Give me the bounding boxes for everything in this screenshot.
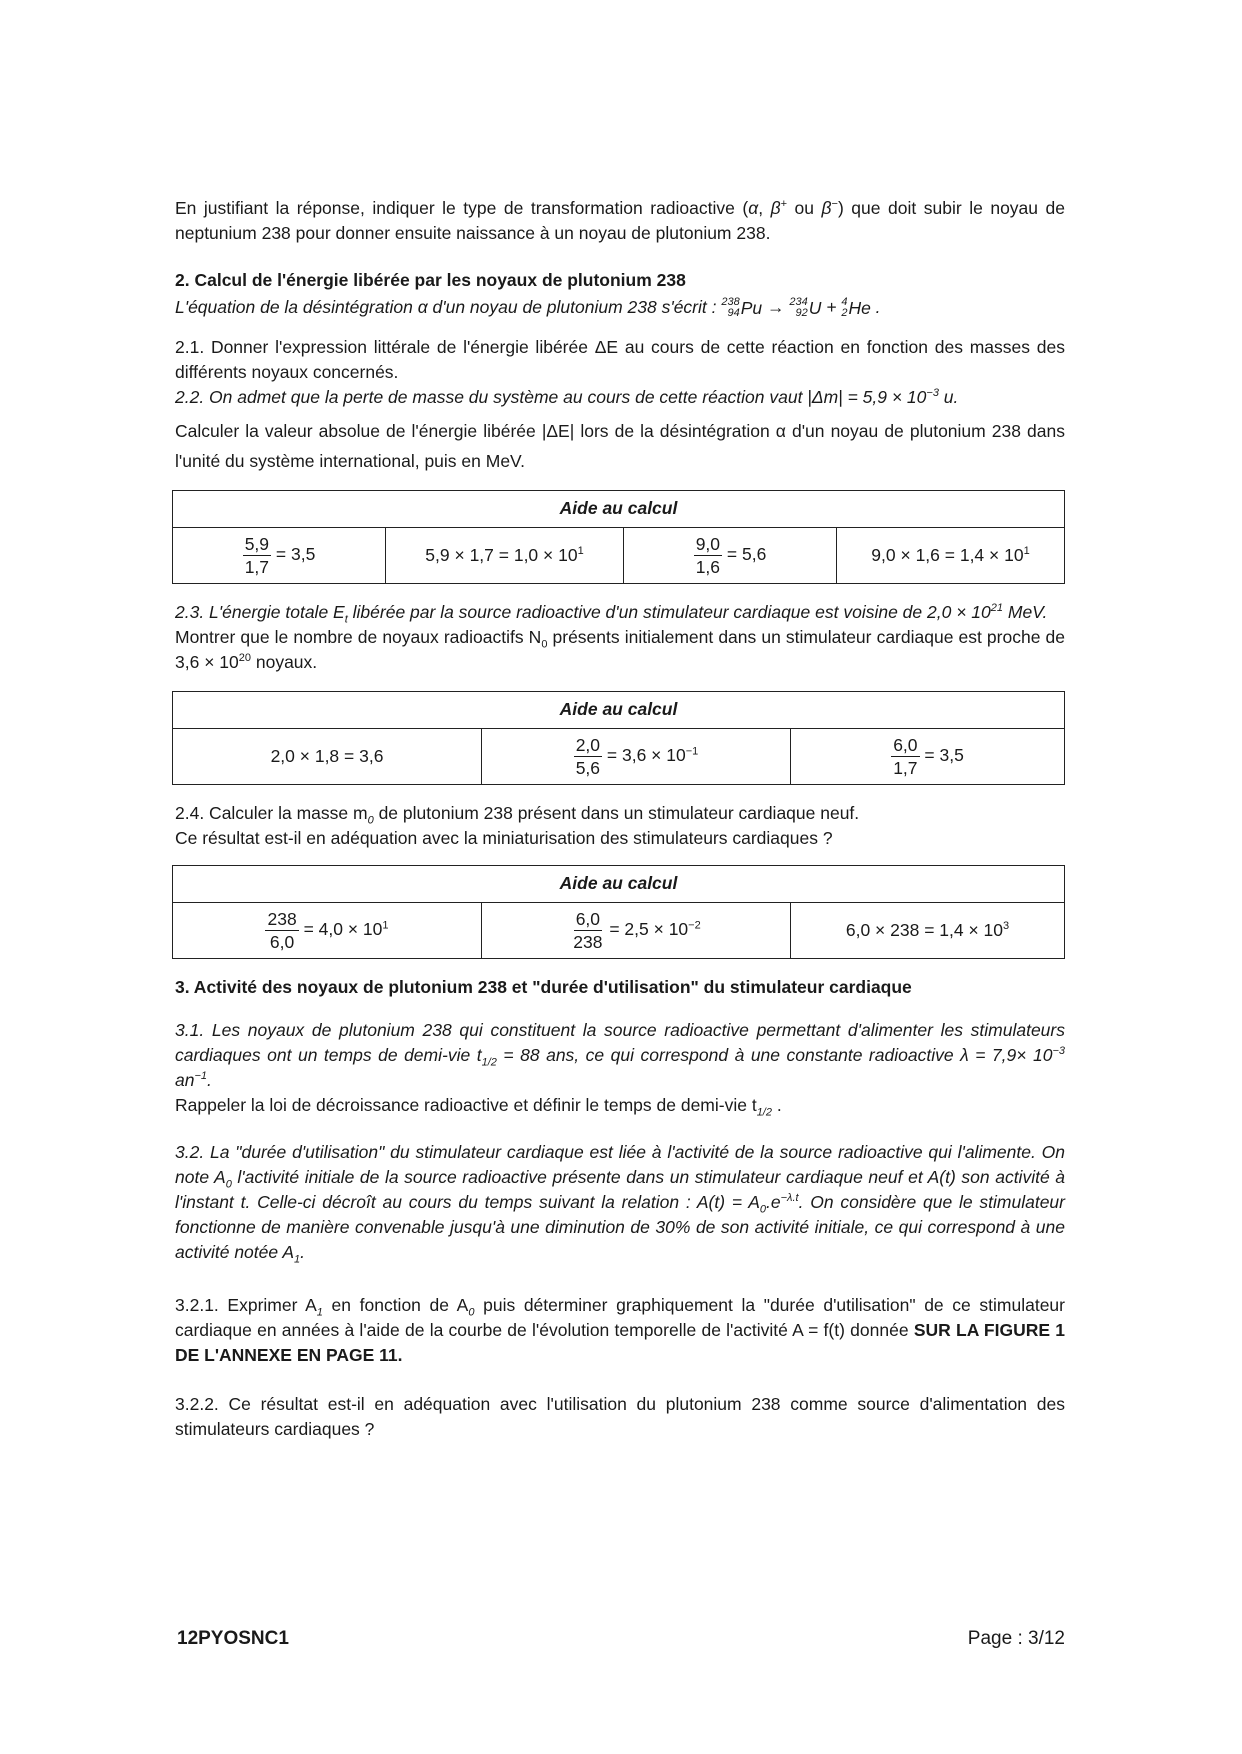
question-3-1-task: Rappeler la loi de décroissance radioactive et définir le temps de demi-vie $t_{1/2}$ . bbox=[175, 1094, 782, 1119]
question-2-4: 2.4. Calculer la masse $m_0$ de plutonium 238 présent dans un stimulateur cardiaque neuf. bbox=[175, 802, 860, 827]
aide-calcul-table-1 bbox=[172, 490, 1065, 584]
question-2-1: 2.1. Donner l'expression littérale de l'énergie libérée ΔE au cours de cette réaction en fonction des masses des différents noyaux concernés. bbox=[175, 336, 1065, 382]
page-number: Page : 3/12 bbox=[967, 1628, 1065, 1649]
table-cell: $\frac{238}{6,0}$ = $4,0 \times 10^1$ bbox=[173, 902, 482, 958]
table-cell: $9,0 \times 1,6 = 1,4 \times 10^1$ bbox=[837, 527, 1065, 583]
question-3-1: 3.1. Les noyaux de plutonium 238 qui constituent la source radioactive permettant d'alimenter les stimulateurs cardiaques ont un temps de demi-vie $t_{1/2} = 88$ ans, ce qui correspond à une constante radioactive $\lambda = 7,9\times 10^{-3}$ $an^{-1}$. bbox=[175, 1019, 1065, 1090]
page-footer bbox=[177, 1626, 1065, 1651]
decay-equation: L'équation de la désintégration α d'un noyau de plutonium 238 s'écrit : 238 94 Pu → 234 92 U + 4 2 He . bbox=[175, 296, 881, 320]
question-3-2-1: 3.2.1. Exprimer $A_1$ en fonction de $A_0$ puis déterminer graphiquement la "durée d'utilisation" de ce stimulateur cardiaque en années à l'aide de la courbe de l'évolution temporelle de l'activité A = f(t) donnée SUR LA FIGURE 1 DE L'ANNEXE EN PAGE 11. bbox=[175, 1294, 1066, 1365]
question-2-3-task: Montrer que le nombre de noyaux radioactifs $N_0$ présents initialement dans un stimulateur cardiaque est proche de $3,6 \times 10^{20}$ noyaux. bbox=[175, 626, 1065, 672]
page-content bbox=[175, 196, 1065, 1442]
question-2-2: 2.2. On admet que la perte de masse du système au cours de cette réaction vaut $|\Delta m| = 5,9 \times 10^{-3}$ u. bbox=[175, 386, 959, 407]
table-cell: $\frac{2,0}{5,6}$ = $3,6 \times 10^{-1}$ bbox=[482, 728, 791, 784]
table-cell: $\frac{5,9}{1,7}$ = 3,5 bbox=[173, 527, 386, 583]
table-header: Aide au calcul bbox=[173, 691, 1065, 728]
question-2-4-b: Ce résultat est-il en adéquation avec la miniaturisation des stimulateurs cardiaques ? bbox=[175, 827, 833, 848]
section-2-title: 2. Calcul de l'énergie libérée par les noyaux de plutonium 238 bbox=[175, 270, 686, 290]
table-cell: 2,0 × 1,8 = 3,6 bbox=[173, 728, 482, 784]
table-cell: $\frac{6,0}{238}$ = $2,5 \times 10^{-2}$ bbox=[482, 902, 791, 958]
table-cell: $\frac{6,0}{1,7}$ = 3,5 bbox=[791, 728, 1065, 784]
table-header: Aide au calcul bbox=[173, 865, 1065, 902]
section-3-title: 3. Activité des noyaux de plutonium 238 et "durée d'utilisation" du stimulateur cardiaque bbox=[175, 976, 912, 997]
table-cell: $\frac{9,0}{1,6}$ = 5,6 bbox=[624, 527, 837, 583]
table-header: Aide au calcul bbox=[173, 490, 1065, 527]
intro-paragraph: En justifiant la réponse, indiquer le type de transformation radioactive (α, β+ ou β−) que doit subir le noyau de neptunium 238 pour donner ensuite naissance à un noyau de plutonium 238. bbox=[175, 198, 1065, 243]
question-2-2-task: Calculer la valeur absolue de l'énergie libérée |ΔE| lors de la désintégration α d'un noyau de plutonium 238 dans l'unité du système international, puis en MeV. bbox=[175, 420, 1065, 471]
table-cell: $5,9 \times 1,7 = 1,0 \times 10^1$ bbox=[386, 527, 624, 583]
document-code: 12PYOSNC1 bbox=[177, 1628, 289, 1649]
table-cell: $6,0 \times 238 = 1,4 \times 10^3$ bbox=[791, 902, 1065, 958]
aide-calcul-table-3 bbox=[172, 865, 1065, 959]
question-3-2-2: 3.2.2. Ce résultat est-il en adéquation avec l'utilisation du plutonium 238 comme source d'alimentation des stimulateurs cardiaques ? bbox=[175, 1393, 1065, 1439]
question-2-3: 2.3. L'énergie totale $E_t$ libérée par la source radioactive d'un stimulateur cardiaque est voisine de $2,0 \times 10^{21}$ MeV. bbox=[175, 601, 1048, 626]
aide-calcul-table-2 bbox=[172, 691, 1065, 785]
question-3-2: 3.2. La "durée d'utilisation" du stimulateur cardiaque est liée à l'activité de la source radioactive qui l'alimente. On note $A_0$ l'activité initiale de la source radioactive présente dans un stimulateur cardiaque neuf et A(t) son activité à l'instant t. Celle-ci décroît au cours du temps suivant la relation : $A(t) = A_0.e^{-\lambda.t}$. On considère que le stimulateur fonctionne de manière convenable jusqu'à une diminution de 30% de son activité initiale, ce qui correspond à une activité notée $A_1$. bbox=[175, 1141, 1065, 1266]
